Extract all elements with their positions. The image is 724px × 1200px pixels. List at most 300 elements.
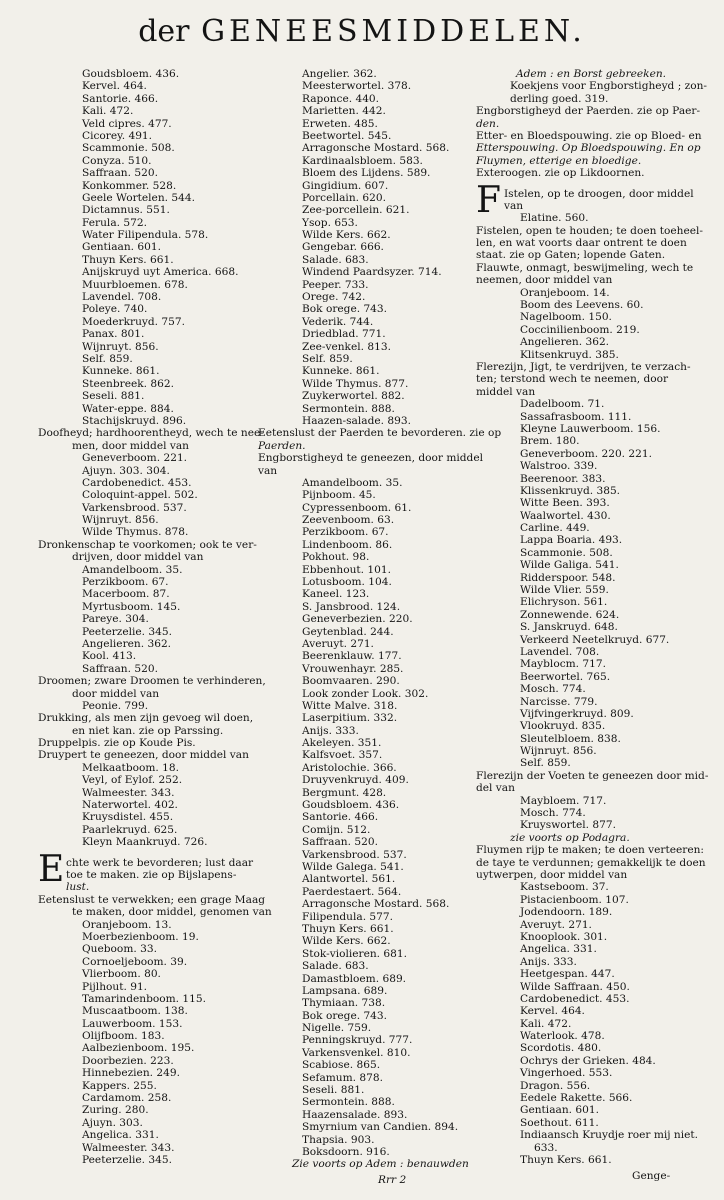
index-entry xyxy=(38,749,266,761)
entry-text: te maken, door middel, genomen van xyxy=(72,906,272,919)
entry-text: zie voorts op Podagra. xyxy=(510,831,630,844)
index-subentry xyxy=(476,1104,706,1116)
entry-text: Wijnruyt. 856. xyxy=(520,745,597,758)
entry-text: Orege. 742. xyxy=(302,291,366,304)
entry-text: staat. zie op Gaten; lopende Gaten. xyxy=(476,249,666,262)
entry-text: Naterwortel. 402. xyxy=(82,799,178,812)
index-subentry xyxy=(258,378,488,390)
index-subentry xyxy=(38,700,266,712)
entry-text: Arragonsche Mostard. 568. xyxy=(302,142,450,155)
entry-text: Angelieren. 362. xyxy=(82,637,172,650)
entry-text: Ferula. 572. xyxy=(82,216,147,229)
entry-text: Engborstigheyd der Paerden. zie op Paer- xyxy=(476,105,701,118)
index-entry xyxy=(476,844,706,856)
entry-text: Knooplook. 301. xyxy=(520,930,608,943)
index-subentry xyxy=(38,192,266,204)
index-subentry xyxy=(258,774,488,786)
entry-text: Pareye. 304. xyxy=(82,613,149,626)
entry-text: Arragonsche Mostard. 568. xyxy=(302,898,450,911)
index-subentry xyxy=(258,341,488,353)
index-subentry xyxy=(476,683,706,695)
index-entry xyxy=(476,869,706,881)
index-subentry xyxy=(38,663,266,675)
entry-text: Laserpitium. 332. xyxy=(302,712,398,725)
entry-text: Lotusboom. 104. xyxy=(302,576,392,589)
entry-text: uytwerpen, door middel van xyxy=(476,869,628,881)
index-entry xyxy=(38,881,266,893)
index-subentry xyxy=(258,118,488,130)
index-subentry xyxy=(38,254,266,266)
index-entry xyxy=(38,539,266,551)
index-subentry xyxy=(476,336,706,348)
entry-text: Nigelle. 759. xyxy=(302,1022,372,1035)
entry-text: Druppelpis. zie op Koude Pis. xyxy=(38,737,196,750)
index-subentry xyxy=(258,1034,488,1046)
entry-text: Angelica. 331. xyxy=(82,1129,159,1142)
index-subentry xyxy=(258,973,488,985)
index-subentry xyxy=(476,398,706,410)
index-entry xyxy=(476,105,706,117)
index-subentry xyxy=(476,299,706,311)
index-subentry xyxy=(476,733,706,745)
entry-text: Elichryson. 561. xyxy=(520,596,608,609)
index-subentry xyxy=(258,613,488,625)
index-subentry xyxy=(38,626,266,638)
entry-text: Marietten. 442. xyxy=(302,105,386,118)
index-subentry xyxy=(258,762,488,774)
index-subentry xyxy=(38,180,266,192)
entry-text: Wijnruyt. 856. xyxy=(82,514,159,527)
index-subentry xyxy=(476,943,706,955)
entry-text: Cornoeljeboom. 39. xyxy=(82,955,188,968)
entry-text: Goudsbloem. 436. xyxy=(302,799,400,812)
entry-text: Engborstigheyd te geneezen, door middel xyxy=(258,452,483,465)
entry-text: Filipendula. 577. xyxy=(302,910,394,923)
index-entry xyxy=(258,440,488,452)
entry-text: Indiaansch Kruydje roer mij niet. xyxy=(520,1129,699,1142)
index-subentry xyxy=(258,849,488,861)
index-subentry xyxy=(38,564,266,576)
entry-text: Fistelen, open te houden; te doen toeheel- xyxy=(476,224,704,237)
entry-text: Elatine. 560. xyxy=(520,212,589,225)
index-subentry xyxy=(258,229,488,241)
index-subentry xyxy=(38,229,266,241)
index-subentry xyxy=(258,1022,488,1034)
index-subentry xyxy=(258,712,488,724)
entry-text: Zuykerwortel. 882. xyxy=(302,390,405,403)
entry-text: Saffraan. 520. xyxy=(82,662,158,675)
index-subentry xyxy=(258,576,488,588)
index-subentry xyxy=(258,254,488,266)
index-subentry xyxy=(258,873,488,885)
entry-text: Anijs. 333. xyxy=(302,724,359,737)
index-subentry xyxy=(38,762,266,774)
index-subentry xyxy=(258,985,488,997)
index-subentry xyxy=(38,1080,266,1092)
entry-text: Soethout. 611. xyxy=(520,1116,599,1129)
entry-text: Driedblad. 771. xyxy=(302,328,386,341)
index-entry xyxy=(38,675,266,687)
entry-text: Paarlekruyd. 625. xyxy=(82,823,178,836)
index-entry xyxy=(476,68,706,80)
entry-text: Varkensbrood. 537. xyxy=(302,848,407,861)
entry-text: Self. 859. xyxy=(82,352,133,365)
index-subentry xyxy=(476,485,706,497)
entry-text: Zeevenboom. 63. xyxy=(302,514,395,527)
page-header xyxy=(0,14,724,49)
entry-text: Dadelboom. 71. xyxy=(520,398,605,411)
index-subentry xyxy=(476,510,706,522)
entry-text: Melkaatboom. 18. xyxy=(82,761,179,774)
entry-text: Queboom. 33. xyxy=(82,943,157,956)
index-subentry xyxy=(38,1142,266,1154)
entry-text: Wilde Thymus. 877. xyxy=(302,377,409,390)
index-subentry xyxy=(258,415,488,427)
entry-text: Angelier. 362. xyxy=(302,68,377,80)
entry-text: Macerboom. 87. xyxy=(82,588,170,601)
entry-text: Panax. 801. xyxy=(82,328,145,341)
entry-text: neemen, door middel van xyxy=(476,274,613,287)
index-column-3 xyxy=(476,68,709,1166)
index-entry xyxy=(38,894,266,906)
index-subentry xyxy=(258,180,488,192)
entry-text: Thuyn Kers. 661. xyxy=(82,253,174,266)
index-subentry xyxy=(38,93,266,105)
index-subentry xyxy=(38,1117,266,1129)
index-subentry xyxy=(38,1092,266,1104)
index-entry xyxy=(258,427,502,440)
index-subentry xyxy=(38,452,266,464)
entry-text: Doorbezien. 223. xyxy=(82,1054,174,1067)
index-column-1 xyxy=(38,68,272,1166)
index-subentry xyxy=(258,836,488,848)
index-subentry xyxy=(38,68,266,80)
entry-text: den. xyxy=(476,117,500,130)
index-subentry xyxy=(258,217,488,229)
index-entry xyxy=(38,725,266,737)
entry-text: Veyl, of Eylof. 252. xyxy=(82,774,183,787)
entry-text: Geneverboom. 220. 221. xyxy=(520,447,653,460)
index-entry xyxy=(476,155,706,167)
entry-text: Muurbloemen. 678. xyxy=(82,278,188,291)
index-subentry xyxy=(258,291,488,303)
entry-text: Kervel. 464. xyxy=(520,1005,585,1018)
entry-text: Myrtusboom. 145. xyxy=(82,600,181,613)
index-subentry xyxy=(258,1109,488,1121)
index-subentry xyxy=(258,911,488,923)
index-subentry xyxy=(258,279,488,291)
entry-text: Bloem des Lijdens. 589. xyxy=(302,167,431,180)
index-subentry xyxy=(476,819,706,831)
index-subentry xyxy=(476,621,706,633)
index-subentry xyxy=(258,1072,488,1084)
index-subentry xyxy=(258,1121,488,1133)
index-subentry xyxy=(476,1129,706,1141)
index-subentry xyxy=(476,881,706,893)
index-subentry xyxy=(38,588,266,600)
index-subentry xyxy=(38,341,266,353)
index-subentry xyxy=(476,981,706,993)
index-subentry xyxy=(258,948,488,960)
index-subentry xyxy=(476,1154,706,1166)
index-entry xyxy=(476,93,706,105)
index-subentry xyxy=(258,1059,488,1071)
entry-text: Nagelboom. 150. xyxy=(520,311,612,324)
entry-text: Flerezijn, Jigt, te verdrijven, te verzach- xyxy=(476,360,691,373)
index-subentry xyxy=(476,609,706,621)
index-subentry xyxy=(258,204,488,216)
index-subentry xyxy=(38,217,266,229)
entry-text: Wilde Saffraan. 450. xyxy=(520,980,630,993)
index-entry xyxy=(476,386,706,398)
entry-text: Vingerhoed. 553. xyxy=(520,1067,613,1080)
entry-text: Beerenoor. 383. xyxy=(520,472,606,485)
entry-text: Kardinaalsbloem. 583. xyxy=(302,154,423,167)
entry-text: Etterspouwing. Op Bloedspouwing. En op xyxy=(476,142,701,155)
index-subentry xyxy=(38,981,266,993)
entry-text: de taye te verdunnen; gemakkelijk te doen xyxy=(476,856,706,869)
entry-text: Cardamom. 258. xyxy=(82,1092,172,1105)
index-subentry xyxy=(476,757,706,769)
entry-text: Geele Wortelen. 544. xyxy=(82,191,195,204)
entry-text: Lampsana. 689. xyxy=(302,984,388,997)
entry-text: Hinnebezien. 249. xyxy=(82,1067,180,1080)
index-subentry xyxy=(476,212,706,224)
index-entry xyxy=(476,274,706,286)
entry-text: Geytenblad. 244. xyxy=(302,625,394,638)
entry-text: Vlierboom. 80. xyxy=(82,968,161,981)
entry-text: Dictamnus. 551. xyxy=(82,204,170,217)
index-subentry xyxy=(258,588,488,600)
index-subentry xyxy=(476,311,706,323)
entry-text: Peeterzelie. 345. xyxy=(82,1153,173,1166)
index-subentry xyxy=(38,638,266,650)
signature-mark: Rrr 2 xyxy=(378,1174,407,1186)
entry-text: Thuyn Kers. 661. xyxy=(302,922,394,935)
entry-text: Scammonie. 508. xyxy=(520,546,613,559)
index-subentry xyxy=(476,696,706,708)
index-subentry xyxy=(38,118,266,130)
index-column-2 xyxy=(258,68,502,1171)
entry-text: Kalfsvoet. 357. xyxy=(302,749,383,762)
index-subentry xyxy=(258,861,488,873)
index-subentry xyxy=(476,894,706,906)
entry-text: Doofheyd; hardhoorentheyd, wech te nee- xyxy=(38,427,264,440)
index-entry xyxy=(38,688,266,700)
index-subentry xyxy=(258,1134,488,1146)
index-subentry xyxy=(38,613,266,625)
index-subentry xyxy=(476,547,706,559)
entry-text: Mosch. 774. xyxy=(520,683,586,696)
index-entry xyxy=(476,857,706,869)
entry-text: Klitsenkruyd. 385. xyxy=(520,348,619,361)
index-subentry xyxy=(476,596,706,608)
index-subentry xyxy=(476,324,706,336)
index-entry xyxy=(38,712,266,724)
entry-text: S. Jansbrood. 124. xyxy=(302,600,401,613)
catchword: Genge- xyxy=(632,1170,671,1182)
entry-text: Meesterwortel. 378. xyxy=(302,80,412,93)
entry-text: Sassafrasboom. 111. xyxy=(520,410,632,423)
index-subentry xyxy=(38,1104,266,1116)
entry-text: Dragon. 556. xyxy=(520,1079,591,1092)
index-entry xyxy=(476,249,706,261)
entry-text: door middel van xyxy=(72,687,160,700)
entry-text: chte werk te bevorderen; lust daar xyxy=(66,856,254,869)
entry-text: Gentiaan. 601. xyxy=(520,1104,599,1117)
entry-text: van xyxy=(258,464,278,477)
index-subentry xyxy=(476,497,706,509)
index-subentry xyxy=(258,192,488,204)
index-entry xyxy=(258,1158,488,1170)
index-entry xyxy=(38,869,266,881)
entry-text: Smyrnium van Candien. 894. xyxy=(302,1121,459,1134)
index-subentry xyxy=(38,477,266,489)
entry-text: Ochrys der Grieken. 484. xyxy=(520,1054,656,1067)
entry-text: Haazensalade. 893. xyxy=(302,1108,408,1121)
index-entry xyxy=(476,262,706,274)
index-subentry xyxy=(38,993,266,1005)
index-subentry xyxy=(38,465,266,477)
entry-text: Wijnruyt. 856. xyxy=(82,340,159,353)
index-subentry xyxy=(38,836,266,848)
entry-text: Water Filipendula. 578. xyxy=(82,229,209,242)
index-subentry xyxy=(258,365,488,377)
entry-text: Haazen-salade. 893. xyxy=(302,414,411,427)
index-subentry xyxy=(258,1084,488,1096)
entry-text: Perzikboom. 67. xyxy=(302,526,389,539)
entry-text: Walmeester. 343. xyxy=(82,1141,175,1154)
index-subentry xyxy=(476,1117,706,1129)
index-subentry xyxy=(38,514,266,526)
entry-text: Boom des Leevens. 60. xyxy=(520,299,644,312)
index-subentry xyxy=(258,167,488,179)
entry-text: Lavendel. 708. xyxy=(520,645,600,658)
entry-text: Varkensbrood. 537. xyxy=(82,501,187,514)
index-entry xyxy=(38,440,266,452)
entry-text: Zuring. 280. xyxy=(82,1104,149,1117)
index-subentry xyxy=(38,142,266,154)
index-subentry xyxy=(476,968,706,980)
entry-text: Zee-porcellein. 621. xyxy=(302,204,410,217)
entry-text: Moederkruyd. 757. xyxy=(82,315,186,328)
entry-text: Averuyt. 271. xyxy=(302,637,374,650)
index-entry xyxy=(476,167,706,179)
entry-text: Wilde Kers. 662. xyxy=(302,935,391,948)
index-subentry xyxy=(476,534,706,546)
entry-text: Mayblocm. 717. xyxy=(520,658,606,671)
index-entry xyxy=(476,80,706,92)
entry-text: del van xyxy=(476,782,515,795)
entry-text: Aalbezienboom. 195. xyxy=(82,1042,195,1055)
entry-text: Cicorey. 491. xyxy=(82,129,153,142)
index-subentry xyxy=(38,576,266,588)
entry-text: Vrouwenhayr. 285. xyxy=(302,662,404,675)
entry-text: Mosch. 774. xyxy=(520,807,586,820)
entry-text: Kastseboom. 37. xyxy=(520,881,609,894)
index-subentry xyxy=(38,824,266,836)
index-subentry xyxy=(38,943,266,955)
entry-text: lust. xyxy=(66,881,90,894)
index-subentry xyxy=(258,316,488,328)
entry-text: drijven, door middel van xyxy=(72,551,204,564)
entry-text: Stok-violieren. 681. xyxy=(302,947,407,960)
entry-text: Sermontein. 888. xyxy=(302,1096,395,1109)
entry-text: Druypert te geneezen, door middel van xyxy=(38,749,249,762)
entry-text: Ysop. 653. xyxy=(302,216,358,229)
entry-text: Alantwortel. 561. xyxy=(302,873,396,886)
index-subentry xyxy=(38,1042,266,1054)
entry-text: Bok orege. 743. xyxy=(302,303,388,316)
index-subentry xyxy=(258,638,488,650)
index-subentry xyxy=(258,960,488,972)
entry-text: Beerwortel. 765. xyxy=(520,670,611,683)
entry-text: Poleye. 740. xyxy=(82,303,148,316)
index-subentry xyxy=(38,931,266,943)
entry-text: Self. 859. xyxy=(520,757,571,770)
entry-text: Gentiaan. 601. xyxy=(82,241,161,254)
index-subentry xyxy=(258,328,488,340)
entry-text: Wilde Galiga. 541. xyxy=(520,559,619,572)
index-subentry xyxy=(38,353,266,365)
index-subentry xyxy=(476,658,706,670)
entry-text: Drukking, als men zijn gevoeg wil doen, xyxy=(38,712,254,725)
entry-text: Kali. 472. xyxy=(82,105,134,118)
index-subentry xyxy=(38,1018,266,1030)
index-subentry xyxy=(38,1129,266,1141)
entry-text: ten; terstond wech te neemen, door xyxy=(476,373,669,386)
index-subentry xyxy=(258,564,488,576)
index-subentry xyxy=(258,477,488,489)
entry-text: Akeleyen. 351. xyxy=(302,737,382,750)
index-subentry xyxy=(38,80,266,92)
index-subentry xyxy=(258,1146,488,1158)
entry-text: Conyza. 510. xyxy=(82,154,152,167)
entry-text: Thymiaan. 738. xyxy=(302,997,386,1010)
entry-text: Seseli. 881. xyxy=(302,1084,365,1097)
index-subentry xyxy=(258,725,488,737)
index-subentry xyxy=(38,919,266,931)
entry-text: Gingidium. 607. xyxy=(302,179,389,192)
entry-text: toe te maken. zie op Bijslapens- xyxy=(66,869,237,881)
index-subentry xyxy=(258,787,488,799)
entry-text: Kappers. 255. xyxy=(82,1079,157,1092)
index-subentry xyxy=(258,1010,488,1022)
index-entry xyxy=(476,237,706,249)
index-entry xyxy=(476,361,706,373)
entry-text: Paerden. xyxy=(258,439,306,452)
entry-text: Look zonder Look. 302. xyxy=(302,687,429,700)
entry-text: Verkeerd Neetelkruyd. 677. xyxy=(520,633,670,646)
index-entry xyxy=(476,769,709,782)
entry-text: Lavendel. 708. xyxy=(82,291,162,304)
index-subentry xyxy=(476,1080,706,1092)
entry-text: Kali. 472. xyxy=(520,1017,572,1030)
index-subentry xyxy=(38,650,266,662)
entry-text: Scabiose. 865. xyxy=(302,1059,381,1072)
index-subentry xyxy=(258,601,488,613)
index-subentry xyxy=(38,365,266,377)
entry-text: Angelica. 331. xyxy=(520,943,597,956)
entry-text: Vlookruyd. 835. xyxy=(520,720,606,733)
index-subentry xyxy=(476,1055,706,1067)
entry-text: derling goed. 319. xyxy=(510,92,609,105)
index-subentry xyxy=(38,526,266,538)
entry-text: Muscaatboom. 138. xyxy=(82,1005,188,1018)
index-subentry xyxy=(258,514,488,526)
index-subentry xyxy=(38,279,266,291)
index-subentry xyxy=(258,93,488,105)
